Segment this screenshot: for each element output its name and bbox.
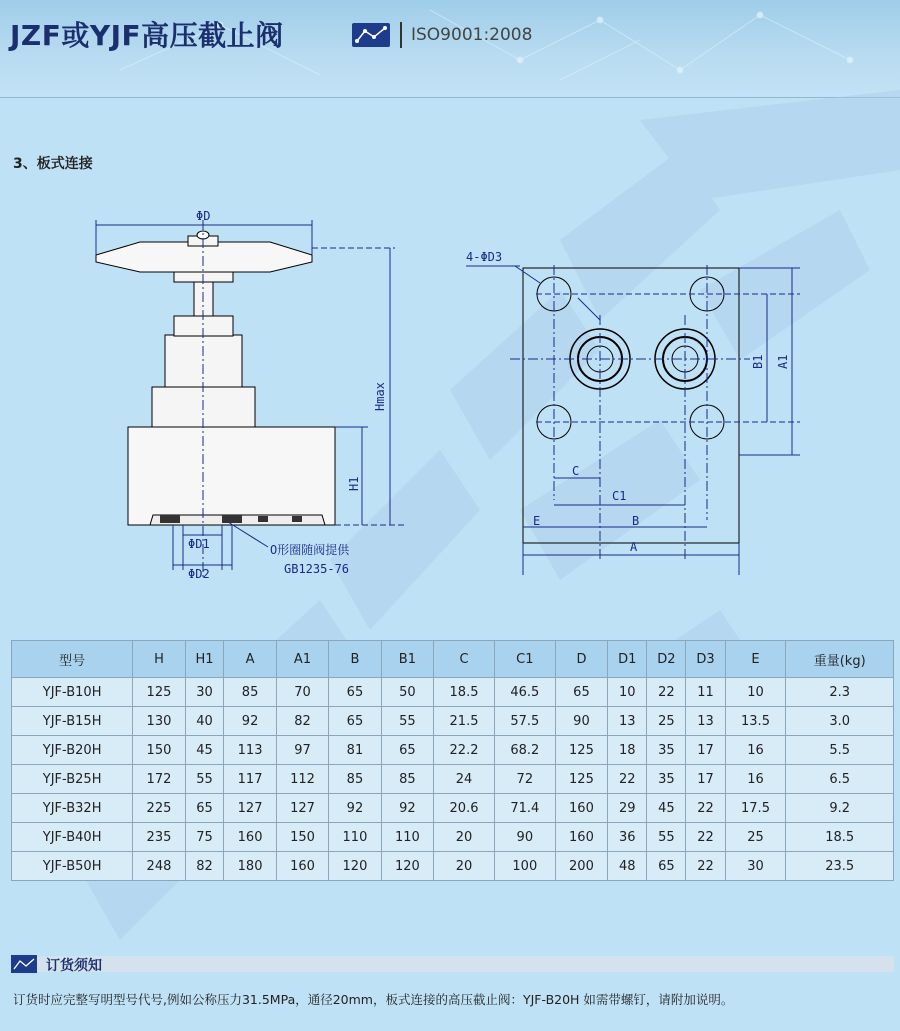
- table-cell: 46.5: [494, 678, 555, 707]
- table-cell: 65: [555, 678, 607, 707]
- table-cell: 117: [224, 765, 276, 794]
- table-cell: 18: [608, 736, 647, 765]
- table-cell: 35: [647, 765, 686, 794]
- table-cell: 97: [276, 736, 328, 765]
- dim-a: A: [630, 540, 638, 554]
- table-cell: 40: [185, 707, 224, 736]
- table-cell: 55: [185, 765, 224, 794]
- table-cell: 3.0: [786, 707, 894, 736]
- notice-logo-icon: [11, 955, 37, 973]
- standard-note: GB1235-76: [284, 562, 350, 576]
- page-header: [0, 0, 900, 98]
- table-cell: 16: [725, 765, 786, 794]
- table-cell: 225: [133, 794, 185, 823]
- column-header: D3: [686, 641, 725, 678]
- table-cell: 85: [381, 765, 433, 794]
- table-cell: 127: [224, 794, 276, 823]
- table-cell: 110: [381, 823, 433, 852]
- table-cell: 6.5: [786, 765, 894, 794]
- table-cell: 90: [555, 707, 607, 736]
- table-cell: 55: [381, 707, 433, 736]
- column-header: E: [725, 641, 786, 678]
- column-header: B: [329, 641, 381, 678]
- notice-text: 订货时应完整写明型号代号,例如公称压力31.5MPa，通径20mm，板式连接的高压截止阀：YJF-B20H 如需带螺钉，请附加说明。: [13, 992, 734, 1007]
- technical-drawing: [0, 180, 900, 600]
- table-cell: 20.6: [434, 794, 495, 823]
- company-logo: [352, 23, 390, 47]
- table-cell: 65: [329, 678, 381, 707]
- table-cell: 85: [329, 765, 381, 794]
- dim-b: B: [632, 514, 640, 528]
- table-cell: 72: [494, 765, 555, 794]
- table-cell: 110: [329, 823, 381, 852]
- table-cell: 150: [276, 823, 328, 852]
- dim-h1: H1: [347, 476, 361, 491]
- table-row: [12, 765, 894, 794]
- column-header: 型号: [12, 641, 133, 678]
- table-cell: 45: [647, 794, 686, 823]
- notice-title: 订货须知: [46, 958, 102, 974]
- column-header: D: [555, 641, 607, 678]
- column-header: D2: [647, 641, 686, 678]
- table-cell: 20: [434, 852, 495, 881]
- table-cell: 180: [224, 852, 276, 881]
- table-cell: 75: [185, 823, 224, 852]
- table-cell: 25: [725, 823, 786, 852]
- table-cell: 90: [494, 823, 555, 852]
- column-header: 重量(kg): [786, 641, 894, 678]
- table-cell: 113: [224, 736, 276, 765]
- dim-e: E: [533, 514, 541, 528]
- table-row: [12, 678, 894, 707]
- table-cell: 130: [133, 707, 185, 736]
- spec-table: [11, 640, 894, 881]
- section-title: 3、板式连接: [13, 156, 93, 172]
- table-cell: 160: [224, 823, 276, 852]
- table-cell: 85: [224, 678, 276, 707]
- table-cell: 22.2: [434, 736, 495, 765]
- table-cell: 24: [434, 765, 495, 794]
- dim-a1: A1: [776, 354, 790, 369]
- column-header: D1: [608, 641, 647, 678]
- table-cell: 10: [608, 678, 647, 707]
- table-header-row: [12, 641, 894, 678]
- table-cell: 22: [647, 678, 686, 707]
- table-cell: 70: [276, 678, 328, 707]
- table-cell: 18.5: [786, 823, 894, 852]
- table-cell: 160: [276, 852, 328, 881]
- table-row: [12, 823, 894, 852]
- table-cell: 160: [555, 823, 607, 852]
- holes-label: 4-ΦD3: [466, 250, 503, 264]
- table-cell: 45: [185, 736, 224, 765]
- iso-certification: ISO9001:2008: [411, 25, 533, 45]
- dim-hmax: Hmax: [373, 382, 387, 411]
- table-cell: 36: [608, 823, 647, 852]
- table-cell: 120: [329, 852, 381, 881]
- table-cell: 2.3: [786, 678, 894, 707]
- table-cell: 16: [725, 736, 786, 765]
- table-cell: 22: [686, 823, 725, 852]
- table-cell: 81: [329, 736, 381, 765]
- dim-b1: B1: [751, 354, 765, 369]
- column-header: C: [434, 641, 495, 678]
- dim-phi-d: ΦD: [196, 209, 211, 223]
- model-cell: YJF-B15H: [12, 707, 133, 736]
- dim-c1: C1: [612, 489, 627, 503]
- table-row: [12, 736, 894, 765]
- table-cell: 57.5: [494, 707, 555, 736]
- dim-phi-d1: ΦD1: [188, 537, 210, 551]
- header-separator: [400, 22, 402, 48]
- model-cell: YJF-B20H: [12, 736, 133, 765]
- table-cell: 17.5: [725, 794, 786, 823]
- table-cell: 112: [276, 765, 328, 794]
- table-row: [12, 852, 894, 881]
- table-row: [12, 707, 894, 736]
- table-cell: 65: [381, 736, 433, 765]
- table-cell: 55: [647, 823, 686, 852]
- table-cell: 82: [276, 707, 328, 736]
- table-cell: 29: [608, 794, 647, 823]
- table-cell: 30: [725, 852, 786, 881]
- column-header: A: [224, 641, 276, 678]
- oring-note: O形圈随阀提供: [270, 543, 350, 557]
- table-body: [12, 678, 894, 881]
- column-header: B1: [381, 641, 433, 678]
- table-cell: 13: [686, 707, 725, 736]
- table-cell: 25: [647, 707, 686, 736]
- table-cell: 11: [686, 678, 725, 707]
- table-cell: 22: [686, 794, 725, 823]
- table-cell: 20: [434, 823, 495, 852]
- table-cell: 68.2: [494, 736, 555, 765]
- column-header: C1: [494, 641, 555, 678]
- table-cell: 125: [133, 678, 185, 707]
- table-cell: 65: [185, 794, 224, 823]
- table-cell: 92: [329, 794, 381, 823]
- table-cell: 127: [276, 794, 328, 823]
- model-cell: YJF-B32H: [12, 794, 133, 823]
- notice-bar: [11, 956, 894, 972]
- table-cell: 21.5: [434, 707, 495, 736]
- table-cell: 92: [224, 707, 276, 736]
- table-cell: 30: [185, 678, 224, 707]
- table-cell: 172: [133, 765, 185, 794]
- table-cell: 50: [381, 678, 433, 707]
- column-header: H: [133, 641, 185, 678]
- table-cell: 100: [494, 852, 555, 881]
- model-cell: YJF-B40H: [12, 823, 133, 852]
- table-cell: 235: [133, 823, 185, 852]
- page-title: JZF或YJF高压截止阀: [10, 19, 284, 52]
- table-cell: 71.4: [494, 794, 555, 823]
- table-cell: 5.5: [786, 736, 894, 765]
- column-header: A1: [276, 641, 328, 678]
- table-cell: 23.5: [786, 852, 894, 881]
- table-cell: 17: [686, 765, 725, 794]
- table-cell: 18.5: [434, 678, 495, 707]
- table-cell: 82: [185, 852, 224, 881]
- table-cell: 65: [329, 707, 381, 736]
- table-cell: 10: [725, 678, 786, 707]
- table-cell: 22: [608, 765, 647, 794]
- table-cell: 120: [381, 852, 433, 881]
- table-cell: 13.5: [725, 707, 786, 736]
- model-cell: YJF-B10H: [12, 678, 133, 707]
- table-cell: 248: [133, 852, 185, 881]
- table-cell: 125: [555, 765, 607, 794]
- model-cell: YJF-B50H: [12, 852, 133, 881]
- dim-phi-d2: ΦD2: [188, 567, 210, 581]
- table-cell: 9.2: [786, 794, 894, 823]
- table-cell: 35: [647, 736, 686, 765]
- table-cell: 150: [133, 736, 185, 765]
- table-cell: 65: [647, 852, 686, 881]
- table-cell: 48: [608, 852, 647, 881]
- table-cell: 200: [555, 852, 607, 881]
- table-cell: 22: [686, 852, 725, 881]
- column-header: H1: [185, 641, 224, 678]
- table-cell: 13: [608, 707, 647, 736]
- dim-c: C: [572, 464, 580, 478]
- model-cell: YJF-B25H: [12, 765, 133, 794]
- logo-icon: [352, 23, 390, 47]
- table-cell: 17: [686, 736, 725, 765]
- table-cell: 125: [555, 736, 607, 765]
- table-cell: 92: [381, 794, 433, 823]
- table-cell: 160: [555, 794, 607, 823]
- table-row: [12, 794, 894, 823]
